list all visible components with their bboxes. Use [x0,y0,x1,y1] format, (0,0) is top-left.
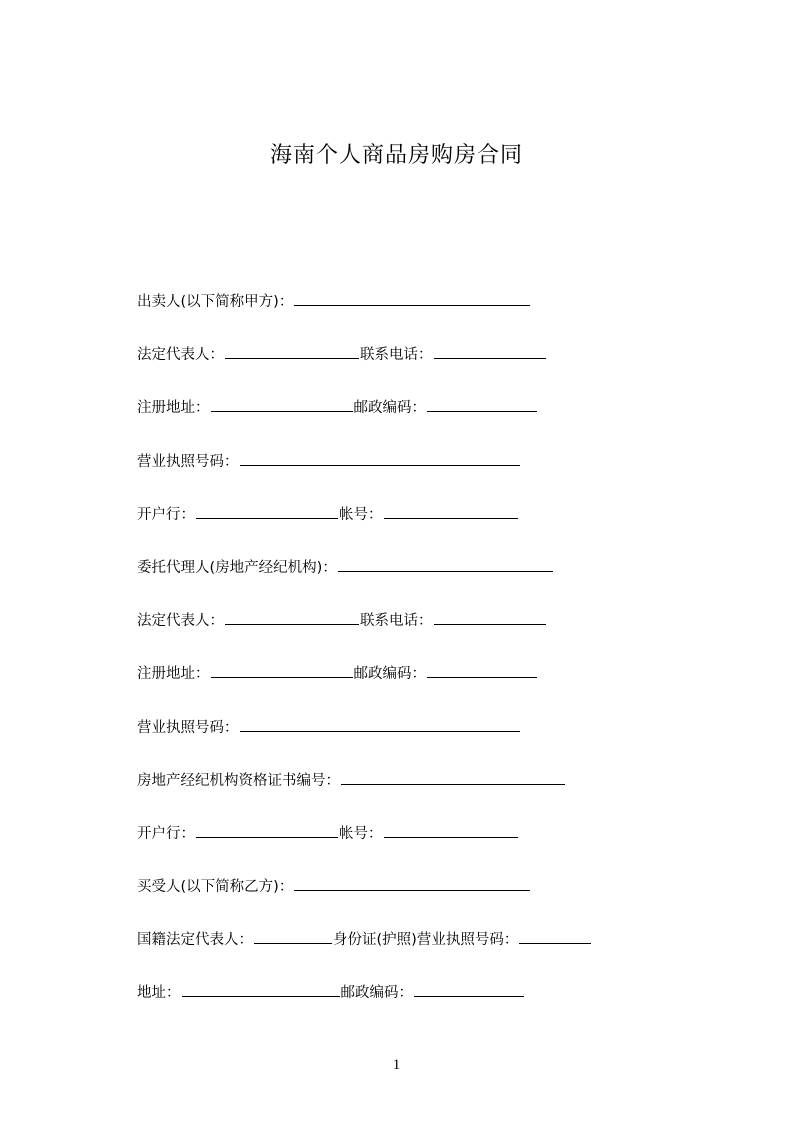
buyer-nationality-blank[interactable] [254,926,332,944]
agent-license-label: 营业执照号码： [137,719,239,736]
agent-phone-label: 联系电话： [360,613,433,630]
agent-legal-rep-label: 法定代表人： [137,613,224,630]
buyer-label: 买受人(以下简称乙方)： [137,879,294,896]
agent-license-blank[interactable] [240,714,520,732]
agent-reg-addr-label: 注册地址： [137,666,210,683]
seller-account-label: 帐号： [339,506,383,523]
agent-license-line [137,714,757,740]
document-title: 海南个人商品房购房合同 [269,143,523,168]
buyer-addr-line [137,979,757,1005]
buyer-postcode-label: 邮政编码： [340,985,413,1002]
agent-account-label: 帐号： [339,825,383,842]
seller-postcode-label: 邮政编码： [353,400,426,417]
buyer-line [137,873,757,899]
seller-license-blank[interactable] [240,448,520,466]
seller-reg-addr-blank[interactable] [211,394,353,412]
seller-line [137,288,757,314]
seller-license-label: 营业执照号码： [137,453,239,470]
buyer-postcode-blank[interactable] [414,979,524,997]
seller-label: 出卖人(以下简称甲方)： [137,294,294,310]
agent-line [137,554,757,580]
buyer-id-blank[interactable] [519,926,591,944]
seller-bank-blank[interactable] [196,501,338,519]
seller-phone-label: 联系电话： [360,347,433,364]
buyer-nationality-line [137,926,757,952]
buyer-blank[interactable] [294,873,530,891]
seller-legal-rep-blank[interactable] [225,341,359,359]
seller-reg-addr-label: 注册地址： [137,400,210,417]
seller-legal-rep-line [137,341,757,367]
agent-blank[interactable] [338,554,553,572]
seller-bank-label: 开户行： [137,506,195,523]
agent-reg-addr-blank[interactable] [211,660,353,678]
agent-legal-rep-line [137,607,757,633]
agent-postcode-blank[interactable] [427,660,537,678]
seller-account-blank[interactable] [384,501,518,519]
agent-bank-label: 开户行： [137,825,195,842]
seller-blank[interactable] [294,288,530,306]
agent-cert-blank[interactable] [341,767,565,785]
agent-phone-blank[interactable] [434,607,546,625]
agent-label: 委托代理人(房地产经纪机构)： [137,559,337,576]
buyer-id-label: 身份证(护照)营业执照号码： [333,932,519,949]
agent-cert-label: 房地产经纪机构资格证书编号： [137,772,340,789]
seller-bank-line [137,501,757,527]
page-number: 1 [392,1057,401,1073]
agent-legal-rep-blank[interactable] [225,607,359,625]
seller-legal-rep-label: 法定代表人： [137,347,224,364]
buyer-addr-label: 地址： [137,985,181,1002]
agent-postcode-label: 邮政编码： [353,666,426,683]
agent-bank-blank[interactable] [196,820,338,838]
buyer-nationality-label: 国籍法定代表人： [137,932,253,949]
agent-bank-line [137,820,757,846]
agent-cert-line [137,767,757,793]
seller-reg-addr-line [137,394,757,420]
seller-license-line [137,448,757,474]
seller-postcode-blank[interactable] [427,394,537,412]
contract-party-fields [137,288,757,1033]
buyer-addr-blank[interactable] [182,979,340,997]
agent-reg-addr-line [137,660,757,686]
agent-account-blank[interactable] [384,820,518,838]
seller-phone-blank[interactable] [434,341,546,359]
